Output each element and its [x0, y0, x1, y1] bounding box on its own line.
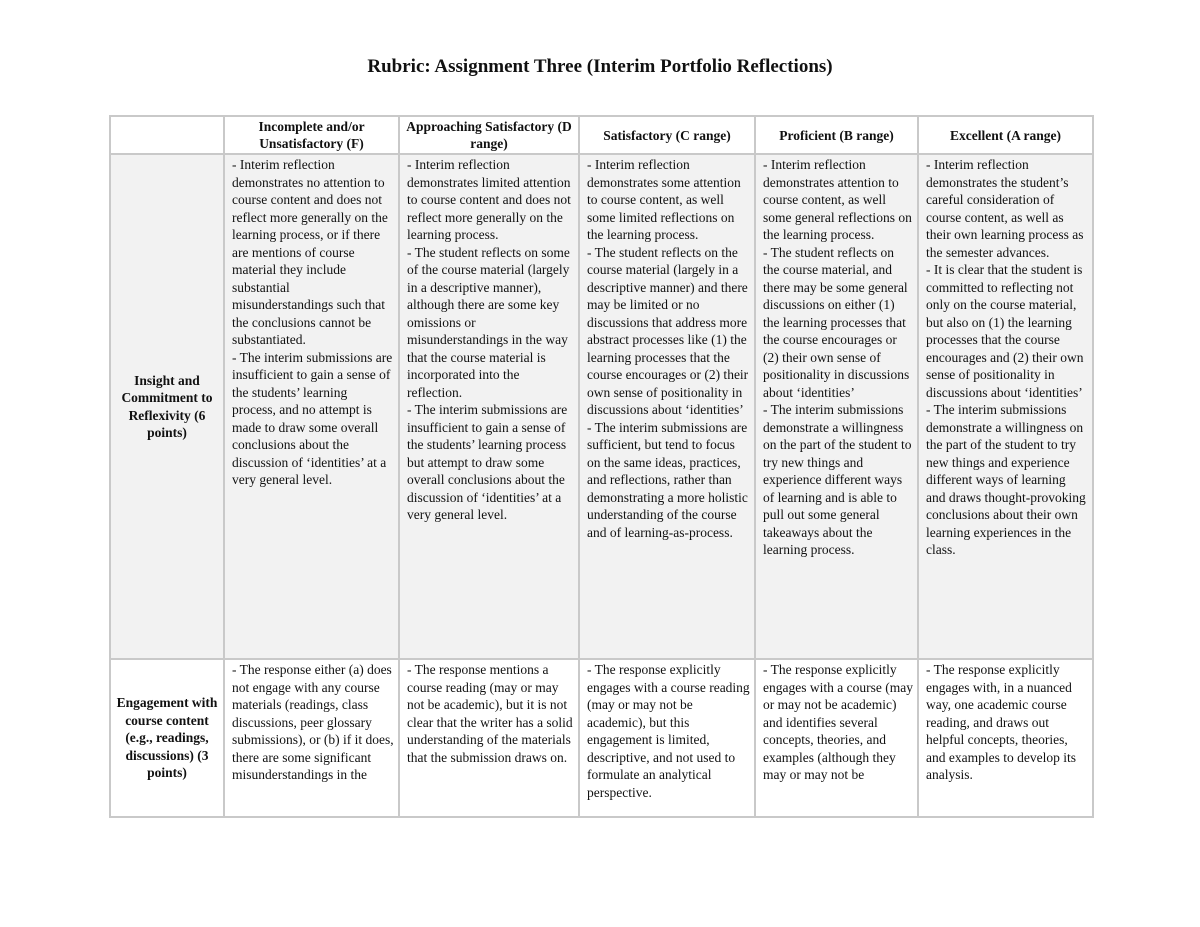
rubric-cell [224, 659, 399, 817]
header-cell-b: Proficient (B range) [755, 116, 918, 154]
rubric-cell [399, 154, 579, 659]
page-title: Rubric: Assignment Three (Interim Portfolio Reflections) [367, 56, 833, 77]
rubric-table [109, 115, 1094, 818]
cell-text: - Interim reflection demonstrates some attention to course content, as well some limited reflections on the learning process. - The student reflects on the course material (largely in a descriptive manner) and there may be limited or no discussions that address more abstract processes like (1) the learning processes that the course encourages or (2) their own sense of positionality in discussions about ‘identities’ - The interim submissions are sufficient, but tend to focus on the same ideas, practices, and reflections, rather than demonstrating a more holistic understanding of the course and of learning-as-process. [587, 157, 749, 540]
rubric-cell [224, 154, 399, 659]
cell-text: - Interim reflection demonstrates limited attention to course content and does not reflect more generally on the learning process. - The student reflects on some of the course material (largely in a descriptive manner), although there are some key omissions or misunderstandings in the way that the course material is incorporated into the reflection. - The interim submissions are insufficient to gain a sense of the students’ learning process but attempt to draw some overall conclusions about the discussion of ‘identities’ at a very general level. [407, 157, 571, 522]
cell-text: - The response mentions a course reading (may or may not be academic), but it is not clear that the writer has a solid understanding of the materials that the submission draws on. [407, 662, 573, 765]
table-row [110, 154, 1093, 659]
header-cell-a: Excellent (A range) [918, 116, 1093, 154]
rubric-cell [918, 154, 1093, 659]
table-row [110, 659, 1093, 817]
rubric-cell [755, 154, 918, 659]
header-row [110, 116, 1093, 154]
rubric-cell [918, 659, 1093, 817]
cell-text: - Interim reflection demonstrates no attention to course content and does not reflect more generally on the learning process, or if there are mentions of course material they include substantial misunderstandings such that the conclusions cannot be substantiated. - The interim submissions are insufficient to gain a sense of the students’ learning process, and no attempt is made to draw some overall conclusions about the discussion of ‘identities’ at a very general level. [232, 157, 393, 487]
cell-text: - The response either (a) does not engage with any course materials (readings, class discussions, peer glossary submissions), or (b) if it does, there are some significant misunderstandings in the [232, 662, 394, 782]
cell-text: - The response explicitly engages with a course reading (may or may not be academic), but this engagement is limited, descriptive, and not used to formulate an analytical perspective. [587, 662, 750, 800]
criterion-label: Engagement with course content (e.g., readings, discussions) (3 points) [110, 659, 224, 817]
header-cell-f: Incomplete and/or Unsatisfactory (F) [224, 116, 399, 154]
header-cell-c: Satisfactory (C range) [579, 116, 755, 154]
cell-text: - Interim reflection demonstrates the student’s careful consideration of course content, as well as their own learning process as the semester advances. - It is clear that the student is committed to reflecting not only on the course material, but also on (1) the learning processes that the course encourages and (2) their own sense of positionality in discussions about ‘identities’ - The interim submissions demonstrate a willingness on the part of the student to try new things and experience different ways of learning and draws thought-provoking conclusions about their own learning experiences in the class. [926, 157, 1086, 557]
rubric-cell [579, 659, 755, 817]
rubric-cell [755, 659, 918, 817]
cell-text: - Interim reflection demonstrates attention to course content, as well some general reflections on the learning process. - The student reflects on the course material, and there may be some general discussions on either (1) the learning processes that the course encourages or (2) their own sense of positionality in discussions about ‘identities’ - The interim submissions demonstrate a willingness on the part of the student to try new things and experience different ways of learning and is able to pull out some general takeaways about the learning process. [763, 157, 912, 557]
cell-text: - The response explicitly engages with a course (may or may not be academic) and identifies several concepts, theories, and examples (although they may or may not be [763, 662, 913, 782]
cell-text: - The response explicitly engages with, in a nuanced way, one academic course reading, and draws out helpful concepts, theories, and examples to develop its analysis. [926, 662, 1076, 782]
rubric-cell [579, 154, 755, 659]
header-cell-d: Approaching Satisfactory (D range) [399, 116, 579, 154]
rubric-cell [399, 659, 579, 817]
criterion-label: Insight and Commitment to Reflexivity (6 points) [110, 154, 224, 659]
header-cell-blank [110, 116, 224, 154]
